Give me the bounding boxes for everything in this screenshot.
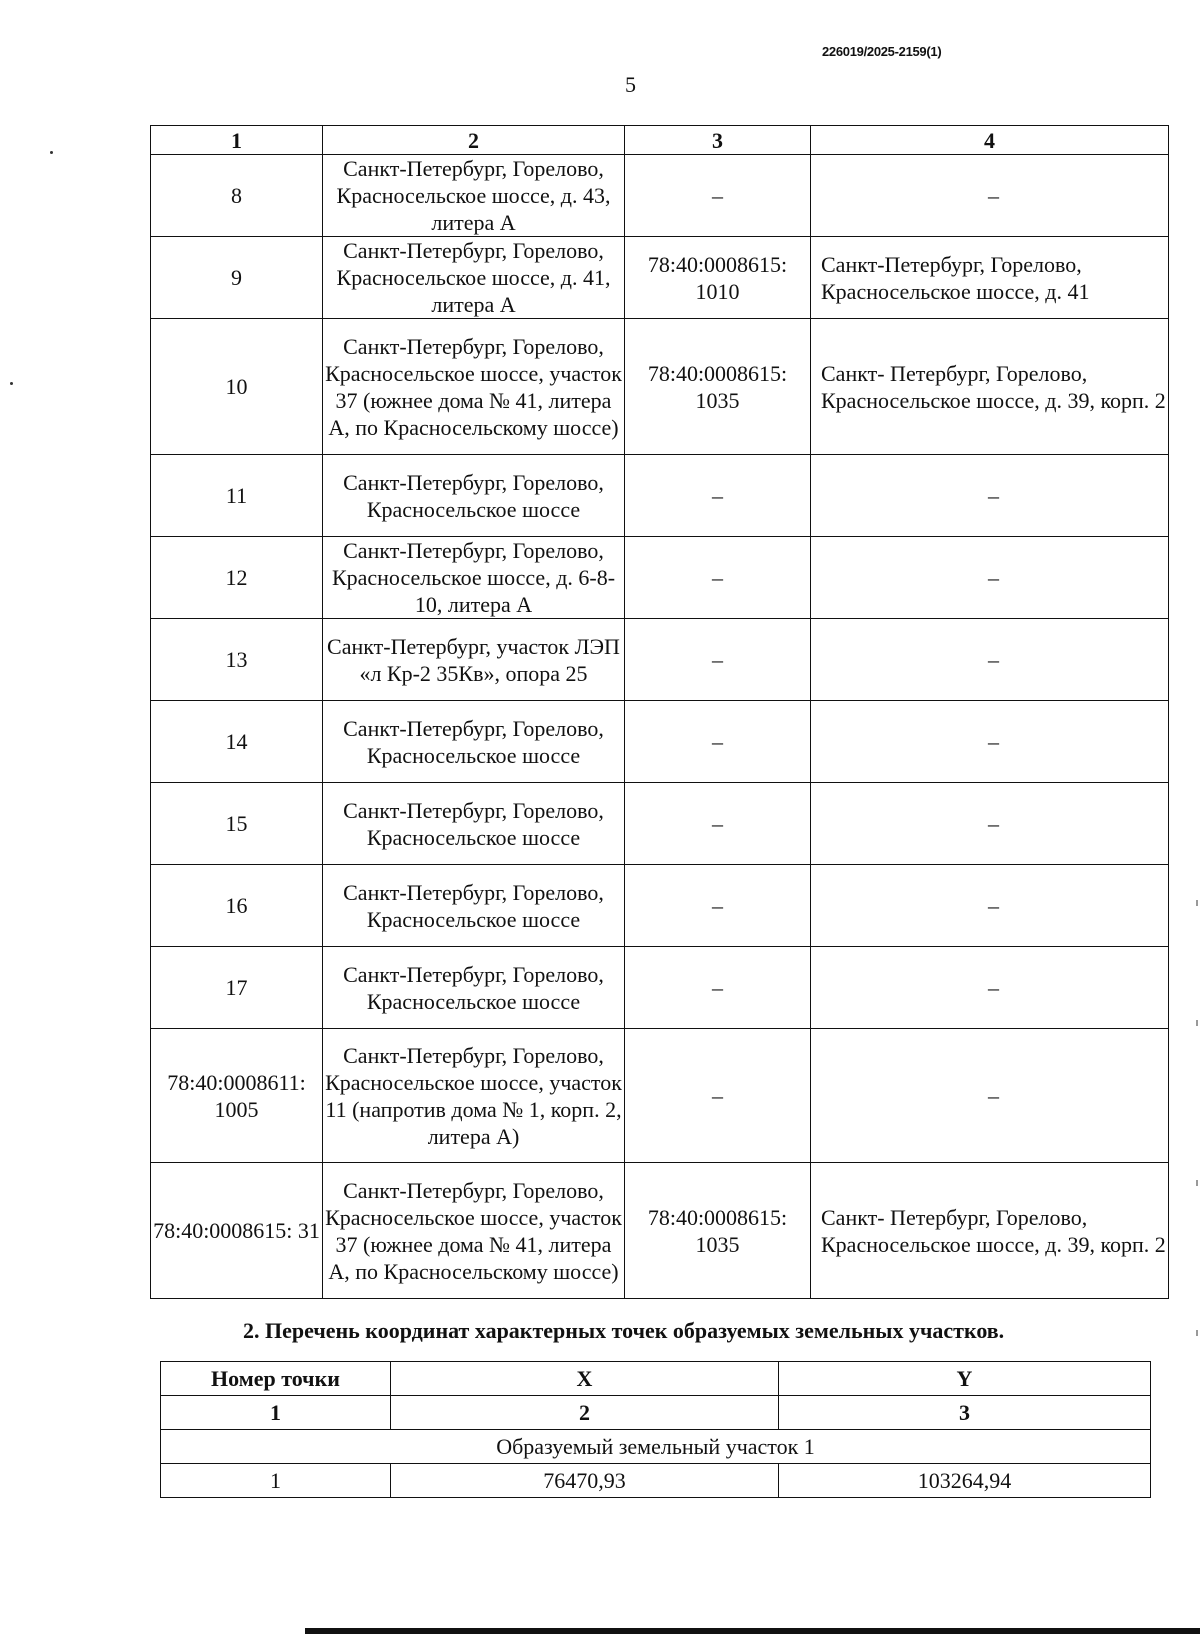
address-cell: Санкт-Петербург, Горелово, Красносельское шоссе, участок 37 (южнее дома № 41, литера А, по Красносельскому шоссе) xyxy=(323,319,625,455)
cadastral-cell: 78:40:0008615: 1035 xyxy=(625,319,811,455)
address-cell: Санкт-Петербург, Горелово, Красносельское шоссе, д. 43, литера А xyxy=(323,155,625,237)
scan-speck xyxy=(10,382,13,385)
scan-edge-mark xyxy=(1196,1180,1198,1186)
column-header: 1 xyxy=(151,126,323,155)
scan-bottom-edge xyxy=(305,1628,1200,1634)
address-cell: Санкт-Петербург, Горелово, Красносельское шоссе, д. 41, литера А xyxy=(323,237,625,319)
cadastral-cell: – xyxy=(625,783,811,865)
column-header: 4 xyxy=(811,126,1169,155)
table-row xyxy=(161,1464,1151,1498)
column-header: 3 xyxy=(625,126,811,155)
table-row xyxy=(151,537,1169,619)
row-number-cell: 14 xyxy=(151,701,323,783)
row-number-cell: 15 xyxy=(151,783,323,865)
cadastral-cell: – xyxy=(625,865,811,947)
table-row xyxy=(151,865,1169,947)
table-row xyxy=(151,783,1169,865)
table-row xyxy=(151,1029,1169,1163)
section-caption: 2. Перечень координат характерных точек образуемых земельных участков. xyxy=(243,1318,1005,1343)
cadastral-cell: – xyxy=(625,155,811,237)
y-coordinate-cell: 103264,94 xyxy=(779,1464,1151,1498)
address2-cell: – xyxy=(811,155,1169,237)
address-cell: Санкт-Петербург, Горелово, Красносельское шоссе xyxy=(323,865,625,947)
address2-cell: – xyxy=(811,783,1169,865)
address2-cell: Санкт- Петербург, Горелово, Красносельское шоссе, д. 39, корп. 2 xyxy=(811,1163,1169,1299)
table-row xyxy=(151,1163,1169,1299)
x-coordinate-cell: 76470,93 xyxy=(391,1464,779,1498)
row-number-cell: 9 xyxy=(151,237,323,319)
scan-edge-mark xyxy=(1196,1330,1198,1336)
address-cell: Санкт-Петербург, Горелово, Красносельское шоссе, участок 11 (напротив дома № 1, корп. 2, литера А) xyxy=(323,1029,625,1163)
table-row xyxy=(151,455,1169,537)
scan-edge-mark xyxy=(1196,1020,1198,1026)
address2-cell: – xyxy=(811,619,1169,701)
scan-edge-mark xyxy=(1196,900,1198,906)
address-cell: Санкт-Петербург, Горелово, Красносельское шоссе, участок 37 (южнее дома № 41, литера А, по Красносельскому шоссе) xyxy=(323,1163,625,1299)
group-label: Образуемый земельный участок 1 xyxy=(161,1430,1151,1464)
column-header: Номер точки xyxy=(161,1362,391,1396)
column-header: 2 xyxy=(323,126,625,155)
address2-cell: – xyxy=(811,537,1169,619)
column-header: Y xyxy=(779,1362,1151,1396)
address-cell: Санкт-Петербург, Горелово, Красносельское шоссе, д. 6-8-10, литера А xyxy=(323,537,625,619)
table-row xyxy=(151,619,1169,701)
document-number: 226019/2025-2159(1) xyxy=(822,44,942,59)
row-number-cell: 11 xyxy=(151,455,323,537)
row-number-cell: 13 xyxy=(151,619,323,701)
row-number-cell: 12 xyxy=(151,537,323,619)
column-number: 2 xyxy=(391,1396,779,1430)
column-number-row xyxy=(161,1396,1151,1430)
row-number-cell: 16 xyxy=(151,865,323,947)
address2-cell: Санкт- Петербург, Горелово, Красносельское шоссе, д. 39, корп. 2 xyxy=(811,319,1169,455)
table-row xyxy=(151,947,1169,1029)
address2-cell: – xyxy=(811,455,1169,537)
address-cell: Санкт-Петербург, Горелово, Красносельское шоссе xyxy=(323,783,625,865)
table-row xyxy=(151,155,1169,237)
address2-cell: Санкт-Петербург, Горелово, Красносельское шоссе, д. 41 xyxy=(811,237,1169,319)
row-number-cell: 78:40:0008611: 1005 xyxy=(151,1029,323,1163)
row-number-cell: 78:40:0008615: 31 xyxy=(151,1163,323,1299)
cadastral-cell: 78:40:0008615: 1010 xyxy=(625,237,811,319)
row-number-cell: 10 xyxy=(151,319,323,455)
scan-speck xyxy=(50,151,53,154)
table-row xyxy=(151,319,1169,455)
cadastral-cell: 78:40:0008615: 1035 xyxy=(625,1163,811,1299)
column-header: X xyxy=(391,1362,779,1396)
cadastral-cell: – xyxy=(625,537,811,619)
address2-cell: – xyxy=(811,1029,1169,1163)
table-header-row xyxy=(151,126,1169,155)
row-number-cell: 17 xyxy=(151,947,323,1029)
address2-cell: – xyxy=(811,865,1169,947)
group-row xyxy=(161,1430,1151,1464)
cadastral-cell: – xyxy=(625,455,811,537)
page-number: 5 xyxy=(625,72,636,97)
point-number-cell: 1 xyxy=(161,1464,391,1498)
column-number: 1 xyxy=(161,1396,391,1430)
address2-cell: – xyxy=(811,947,1169,1029)
table-row xyxy=(151,701,1169,783)
table-row xyxy=(151,237,1169,319)
address-cell: Санкт-Петербург, участок ЛЭП «л Кр-2 35Кв», опора 25 xyxy=(323,619,625,701)
address-cell: Санкт-Петербург, Горелово, Красносельское шоссе xyxy=(323,455,625,537)
cadastral-cell: – xyxy=(625,947,811,1029)
address2-cell: – xyxy=(811,701,1169,783)
table-header-row xyxy=(161,1362,1151,1396)
addresses-table xyxy=(150,125,1169,1299)
coordinates-table xyxy=(160,1361,1151,1498)
cadastral-cell: – xyxy=(625,619,811,701)
cadastral-cell: – xyxy=(625,701,811,783)
cadastral-cell: – xyxy=(625,1029,811,1163)
row-number-cell: 8 xyxy=(151,155,323,237)
address-cell: Санкт-Петербург, Горелово, Красносельское шоссе xyxy=(323,701,625,783)
address-cell: Санкт-Петербург, Горелово, Красносельское шоссе xyxy=(323,947,625,1029)
column-number: 3 xyxy=(779,1396,1151,1430)
